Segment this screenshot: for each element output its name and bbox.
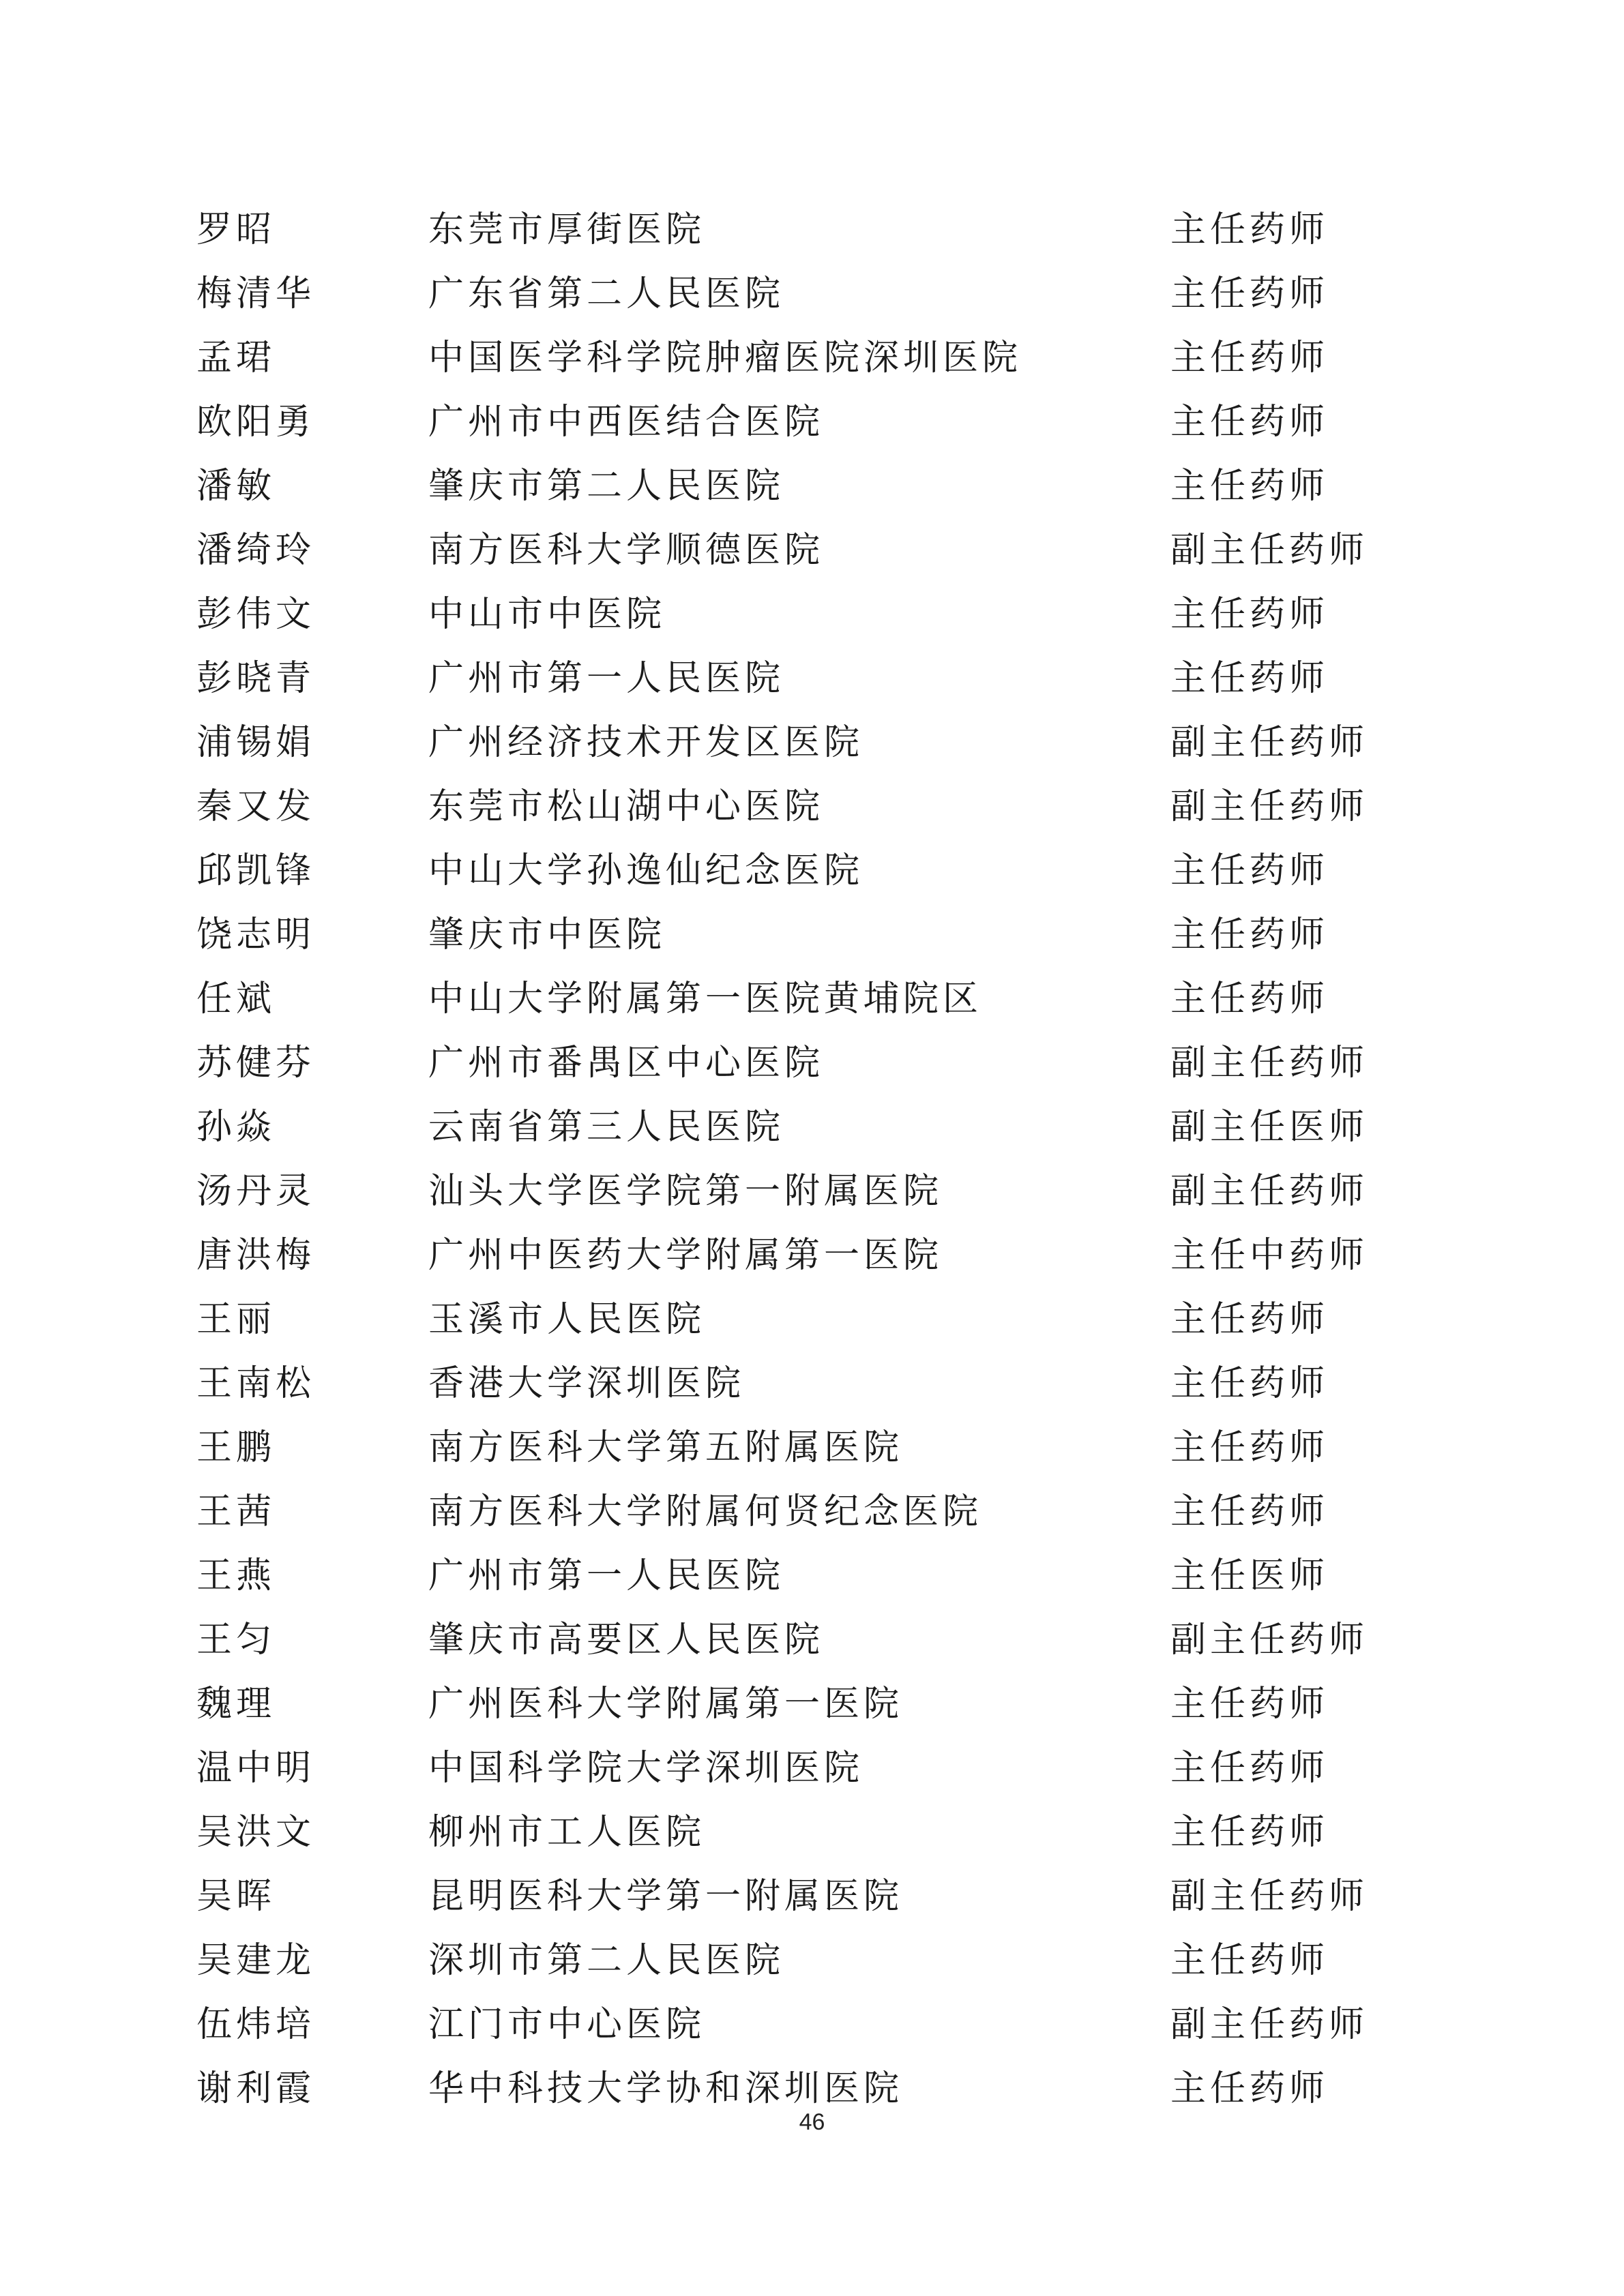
member-title: 主任药师 xyxy=(1170,2068,1329,2109)
member-hospital: 肇庆市中医院 xyxy=(428,914,666,955)
member-title: 主任药师 xyxy=(1170,1812,1329,1853)
roster-row xyxy=(0,646,1624,711)
member-name: 王鹏 xyxy=(196,1427,276,1468)
member-name: 饶志明 xyxy=(196,914,316,955)
roster-row xyxy=(0,390,1624,454)
member-title: 主任药师 xyxy=(1170,594,1329,635)
member-title: 主任药师 xyxy=(1170,1299,1329,1340)
member-hospital: 广州市第一人民医院 xyxy=(428,1555,785,1596)
member-name: 王匀 xyxy=(196,1620,276,1660)
roster-row xyxy=(0,1672,1624,1736)
roster-row xyxy=(0,1736,1624,1800)
member-title: 主任药师 xyxy=(1170,1427,1329,1468)
member-hospital: 云南省第三人民医院 xyxy=(428,1107,785,1148)
member-name: 吴建龙 xyxy=(196,1940,316,1981)
member-name: 温中明 xyxy=(196,1748,316,1789)
member-title: 主任药师 xyxy=(1170,1940,1329,1981)
member-hospital: 东莞市厚街医院 xyxy=(428,209,706,250)
roster-row xyxy=(0,326,1624,390)
member-name: 汤丹灵 xyxy=(196,1171,316,1212)
roster-row xyxy=(0,198,1624,262)
member-hospital: 柳州市工人医院 xyxy=(428,1812,706,1853)
member-hospital: 广州医科大学附属第一医院 xyxy=(428,1684,904,1725)
member-hospital: 中国医学科学院肿瘤医院深圳医院 xyxy=(428,338,1022,378)
member-hospital: 南方医科大学附属何贤纪念医院 xyxy=(428,1491,983,1532)
member-hospital: 广州市中西医结合医院 xyxy=(428,402,825,443)
member-title: 主任药师 xyxy=(1170,273,1329,314)
roster-row xyxy=(0,839,1624,903)
roster-row xyxy=(0,1095,1624,1159)
member-name: 王丽 xyxy=(196,1299,276,1340)
member-hospital: 中山市中医院 xyxy=(428,594,666,635)
member-hospital: 中山大学附属第一医院黄埔院区 xyxy=(428,979,983,1019)
member-title: 副主任药师 xyxy=(1170,1171,1369,1212)
member-title: 主任中药师 xyxy=(1170,1235,1369,1276)
member-name: 潘敏 xyxy=(196,466,276,507)
member-hospital: 广州中医药大学附属第一医院 xyxy=(428,1235,943,1276)
roster-row xyxy=(0,1416,1624,1480)
member-hospital: 广州市番禺区中心医院 xyxy=(428,1043,825,1084)
member-title: 副主任药师 xyxy=(1170,1620,1369,1660)
member-name: 潘绮玲 xyxy=(196,530,316,571)
member-hospital: 中国科学院大学深圳医院 xyxy=(428,1748,864,1789)
member-title: 副主任药师 xyxy=(1170,2004,1369,2045)
member-title: 主任药师 xyxy=(1170,1363,1329,1404)
member-hospital: 中山大学孙逸仙纪念医院 xyxy=(428,850,864,891)
roster-row xyxy=(0,1928,1624,1993)
member-name: 吴晖 xyxy=(196,1876,276,1917)
roster-row xyxy=(0,1480,1624,1544)
member-name: 伍炜培 xyxy=(196,2004,316,2045)
member-title: 副主任药师 xyxy=(1170,1876,1369,1917)
member-roster xyxy=(0,198,1624,2121)
member-hospital: 肇庆市高要区人民医院 xyxy=(428,1620,825,1660)
member-title: 副主任药师 xyxy=(1170,530,1369,571)
member-title: 主任医师 xyxy=(1170,1555,1329,1596)
member-name: 孟珺 xyxy=(196,338,276,378)
roster-row xyxy=(0,903,1624,967)
roster-row xyxy=(0,518,1624,582)
member-hospital: 南方医科大学第五附属医院 xyxy=(428,1427,904,1468)
member-hospital: 广州市第一人民医院 xyxy=(428,658,785,699)
roster-row xyxy=(0,1993,1624,2057)
member-name: 彭伟文 xyxy=(196,594,316,635)
member-title: 主任药师 xyxy=(1170,850,1329,891)
member-hospital: 广州经济技术开发区医院 xyxy=(428,722,864,763)
roster-row xyxy=(0,1544,1624,1608)
member-name: 王茜 xyxy=(196,1491,276,1532)
roster-row xyxy=(0,1159,1624,1223)
member-name: 秦又发 xyxy=(196,786,316,827)
member-title: 主任药师 xyxy=(1170,1684,1329,1725)
member-name: 孙焱 xyxy=(196,1107,276,1148)
member-title: 主任药师 xyxy=(1170,1491,1329,1532)
roster-row xyxy=(0,1352,1624,1416)
roster-row xyxy=(0,1031,1624,1095)
member-name: 王南松 xyxy=(196,1363,316,1404)
roster-row xyxy=(0,1287,1624,1352)
member-name: 吴洪文 xyxy=(196,1812,316,1853)
member-name: 梅清华 xyxy=(196,273,316,314)
member-title: 主任药师 xyxy=(1170,402,1329,443)
member-title: 副主任药师 xyxy=(1170,1043,1369,1084)
member-hospital: 广东省第二人民医院 xyxy=(428,273,785,314)
member-title: 副主任医师 xyxy=(1170,1107,1369,1148)
roster-row xyxy=(0,582,1624,646)
member-hospital: 香港大学深圳医院 xyxy=(428,1363,745,1404)
roster-row xyxy=(0,262,1624,326)
member-name: 浦锡娟 xyxy=(196,722,316,763)
member-hospital: 玉溪市人民医院 xyxy=(428,1299,706,1340)
roster-row xyxy=(0,711,1624,775)
member-name: 王燕 xyxy=(196,1555,276,1596)
member-hospital: 南方医科大学顺德医院 xyxy=(428,530,825,571)
member-title: 主任药师 xyxy=(1170,914,1329,955)
member-title: 主任药师 xyxy=(1170,1748,1329,1789)
member-title: 主任药师 xyxy=(1170,466,1329,507)
roster-row xyxy=(0,1223,1624,1287)
member-name: 任斌 xyxy=(196,979,276,1019)
member-hospital: 昆明医科大学第一附属医院 xyxy=(428,1876,904,1917)
member-title: 主任药师 xyxy=(1170,979,1329,1019)
roster-row xyxy=(0,967,1624,1031)
member-name: 欧阳勇 xyxy=(196,402,316,443)
page-number: 46 xyxy=(799,2109,825,2135)
member-title: 副主任药师 xyxy=(1170,786,1369,827)
member-hospital: 肇庆市第二人民医院 xyxy=(428,466,785,507)
member-title: 副主任药师 xyxy=(1170,722,1369,763)
member-name: 苏健芬 xyxy=(196,1043,316,1084)
member-title: 主任药师 xyxy=(1170,209,1329,250)
member-hospital: 江门市中心医院 xyxy=(428,2004,706,2045)
roster-row xyxy=(0,1864,1624,1928)
member-name: 邱凯锋 xyxy=(196,850,316,891)
member-name: 谢利霞 xyxy=(196,2068,316,2109)
member-hospital: 华中科技大学协和深圳医院 xyxy=(428,2068,904,2109)
member-title: 主任药师 xyxy=(1170,338,1329,378)
member-name: 罗昭 xyxy=(196,209,276,250)
roster-row xyxy=(0,454,1624,518)
member-title: 主任药师 xyxy=(1170,658,1329,699)
member-name: 彭晓青 xyxy=(196,658,316,699)
member-name: 魏理 xyxy=(196,1684,276,1725)
roster-row xyxy=(0,775,1624,839)
member-hospital: 东莞市松山湖中心医院 xyxy=(428,786,825,827)
roster-row xyxy=(0,1800,1624,1864)
member-name: 唐洪梅 xyxy=(196,1235,316,1276)
member-hospital: 深圳市第二人民医院 xyxy=(428,1940,785,1981)
member-hospital: 汕头大学医学院第一附属医院 xyxy=(428,1171,943,1212)
roster-row xyxy=(0,1608,1624,1672)
